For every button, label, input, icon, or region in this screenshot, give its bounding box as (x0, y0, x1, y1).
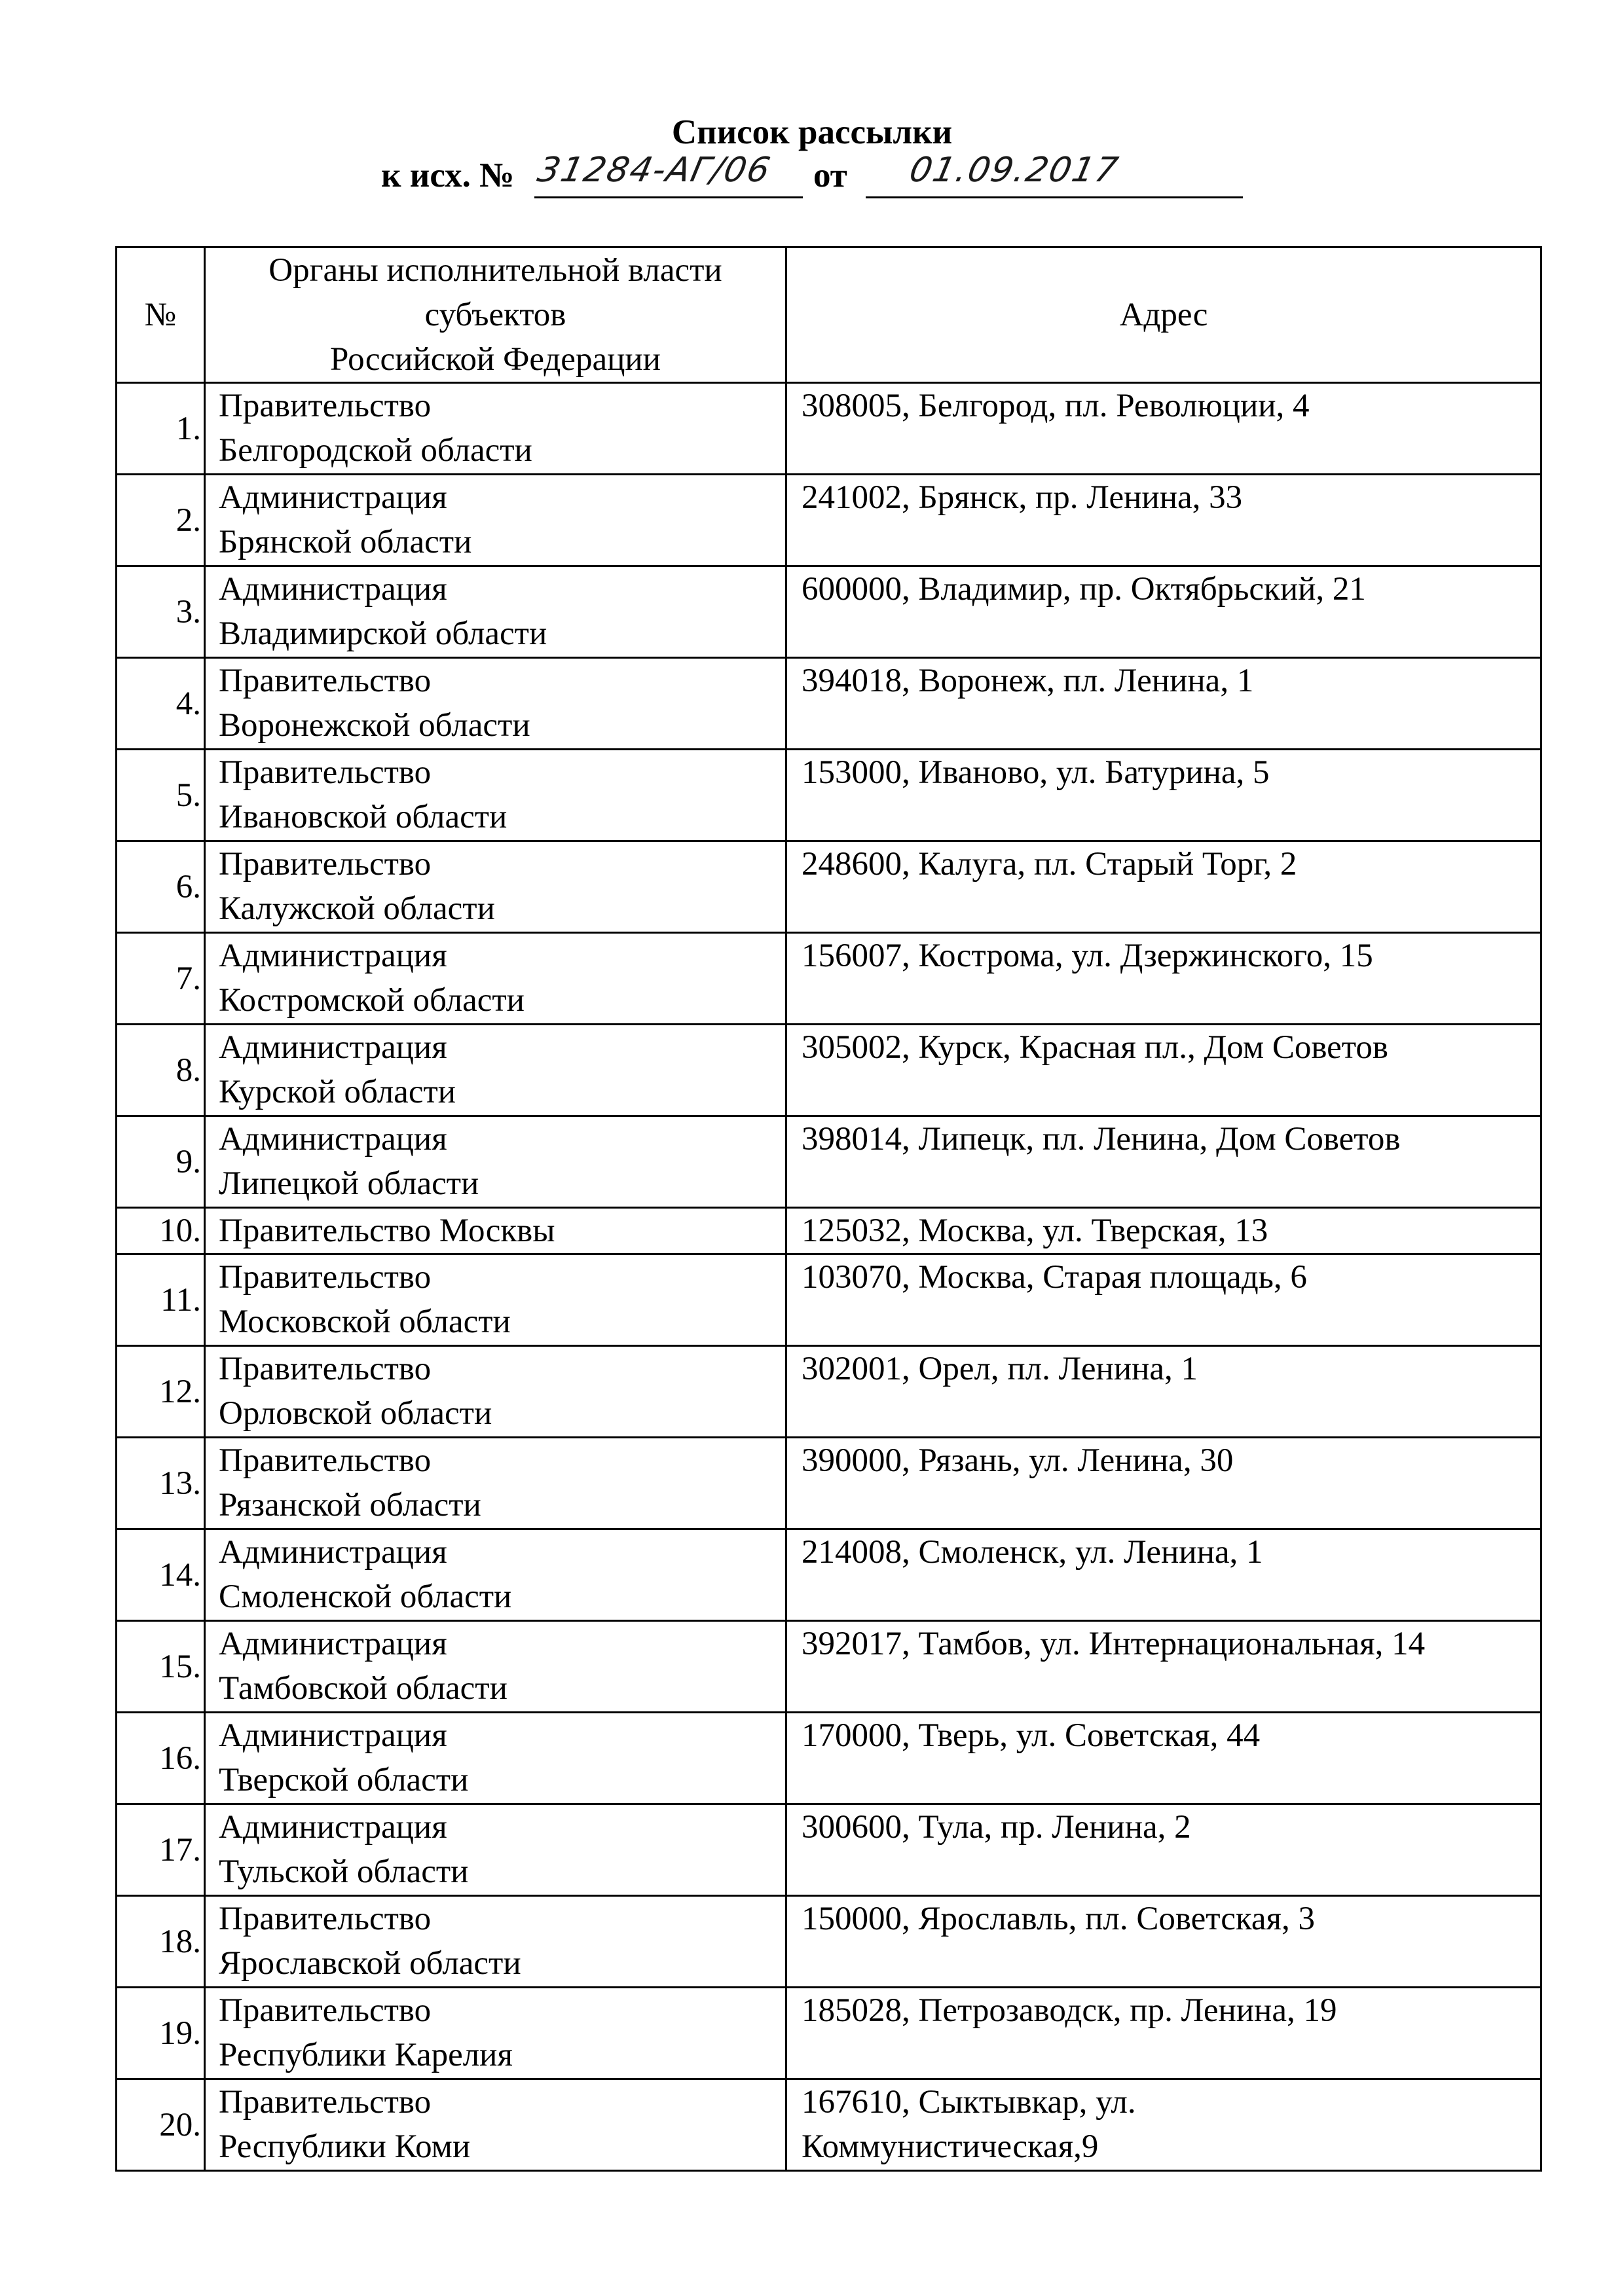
row-authority: Правительство Воронежской области (205, 658, 786, 750)
row-authority: Администрация Владимирской области (205, 566, 786, 658)
row-authority: Администрация Тульской области (205, 1804, 786, 1896)
row-authority: Правительство Республики Коми (205, 2079, 786, 2171)
row-authority: Правительство Орловской области (205, 1346, 786, 1438)
table-row (117, 566, 1541, 658)
table-body (117, 383, 1541, 2171)
table-row (117, 1025, 1541, 1116)
row-number: 4. (117, 658, 205, 750)
reference-prefix: к исх. № (381, 156, 515, 194)
row-number: 14. (117, 1529, 205, 1621)
row-address: 150000, Ярославль, пл. Советская, 3 (786, 1896, 1541, 1988)
row-number: 12. (117, 1346, 205, 1438)
row-number: 1. (117, 383, 205, 475)
table-row (117, 1529, 1541, 1621)
reference-date-handwritten: 01.09.2017 (906, 151, 1123, 190)
row-number: 9. (117, 1116, 205, 1208)
row-address: 394018, Воронеж, пл. Ленина, 1 (786, 658, 1541, 750)
table-row (117, 2079, 1541, 2171)
row-authority: Администрация Смоленской области (205, 1529, 786, 1621)
table-row (117, 1713, 1541, 1804)
row-number: 5. (117, 750, 205, 841)
row-authority: Администрация Тверской области (205, 1713, 786, 1804)
table-row (117, 1438, 1541, 1529)
row-address: 167610, Сыктывкар, ул. Коммунистическая,9 (786, 2079, 1541, 2171)
row-number: 10. (117, 1208, 205, 1254)
table-row (117, 841, 1541, 933)
table-row (117, 1346, 1541, 1438)
row-authority: Правительство Москвы (205, 1208, 786, 1254)
table-row (117, 750, 1541, 841)
row-number: 18. (117, 1896, 205, 1988)
table-row (117, 1208, 1541, 1254)
row-address: 300600, Тула, пр. Ленина, 2 (786, 1804, 1541, 1896)
table-row (117, 1116, 1541, 1208)
table-row (117, 383, 1541, 475)
row-authority: Правительство Республики Карелия (205, 1988, 786, 2079)
row-address: 241002, Брянск, пр. Ленина, 33 (786, 475, 1541, 566)
reference-number-handwritten: 31284-АГ/06 (534, 151, 775, 190)
table-row (117, 1804, 1541, 1896)
row-number: 7. (117, 933, 205, 1025)
row-number: 17. (117, 1804, 205, 1896)
row-address: 390000, Рязань, ул. Ленина, 30 (786, 1438, 1541, 1529)
row-authority: Правительство Московской области (205, 1254, 786, 1346)
table-row (117, 658, 1541, 750)
reference-date-label: от (813, 156, 847, 194)
row-address: 392017, Тамбов, ул. Интернациональная, 14 (786, 1621, 1541, 1713)
header-number: № (117, 247, 205, 383)
table-row (117, 1988, 1541, 2079)
row-authority: Правительство Калужской области (205, 841, 786, 933)
row-authority: Администрация Костромской области (205, 933, 786, 1025)
row-address: 305002, Курск, Красная пл., Дом Советов (786, 1025, 1541, 1116)
row-address: 248600, Калуга, пл. Старый Торг, 2 (786, 841, 1541, 933)
row-address: 214008, Смоленск, ул. Ленина, 1 (786, 1529, 1541, 1621)
row-address: 185028, Петрозаводск, пр. Ленина, 19 (786, 1988, 1541, 2079)
row-authority: Администрация Липецкой области (205, 1116, 786, 1208)
row-number: 20. (117, 2079, 205, 2171)
row-authority: Администрация Брянской области (205, 475, 786, 566)
table-row (117, 933, 1541, 1025)
table-row (117, 1254, 1541, 1346)
row-number: 8. (117, 1025, 205, 1116)
mailing-list-table (115, 246, 1542, 2172)
row-number: 11. (117, 1254, 205, 1346)
row-authority: Правительство Ярославской области (205, 1896, 786, 1988)
row-address: 153000, Иваново, ул. Батурина, 5 (786, 750, 1541, 841)
table-row (117, 475, 1541, 566)
row-address: 103070, Москва, Старая площадь, 6 (786, 1254, 1541, 1346)
table-header-row (117, 247, 1541, 383)
row-address: 170000, Тверь, ул. Советская, 44 (786, 1713, 1541, 1804)
row-number: 19. (117, 1988, 205, 2079)
header-authority: Органы исполнительной власти субъектов Российской Федерации (205, 247, 786, 383)
row-address: 398014, Липецк, пл. Ленина, Дом Советов (786, 1116, 1541, 1208)
row-number: 15. (117, 1621, 205, 1713)
row-number: 13. (117, 1438, 205, 1529)
table-row (117, 1621, 1541, 1713)
row-address: 600000, Владимир, пр. Октябрьский, 21 (786, 566, 1541, 658)
header-address: Адрес (786, 247, 1541, 383)
row-address: 125032, Москва, ул. Тверская, 13 (786, 1208, 1541, 1254)
row-address: 308005, Белгород, пл. Революции, 4 (786, 383, 1541, 475)
row-number: 3. (117, 566, 205, 658)
row-authority: Правительство Белгородской области (205, 383, 786, 475)
reference-date-blank (866, 196, 1243, 198)
row-address: 302001, Орел, пл. Ленина, 1 (786, 1346, 1541, 1438)
row-number: 16. (117, 1713, 205, 1804)
row-number: 6. (117, 841, 205, 933)
table-row (117, 1896, 1541, 1988)
document-title: Список рассылки (671, 113, 953, 151)
row-authority: Администрация Тамбовской области (205, 1621, 786, 1713)
row-number: 2. (117, 475, 205, 566)
row-authority: Правительство Ивановской области (205, 750, 786, 841)
row-authority: Администрация Курской области (205, 1025, 786, 1116)
row-address: 156007, Кострома, ул. Дзержинского, 15 (786, 933, 1541, 1025)
reference-number-blank (534, 196, 803, 198)
row-authority: Правительство Рязанской области (205, 1438, 786, 1529)
